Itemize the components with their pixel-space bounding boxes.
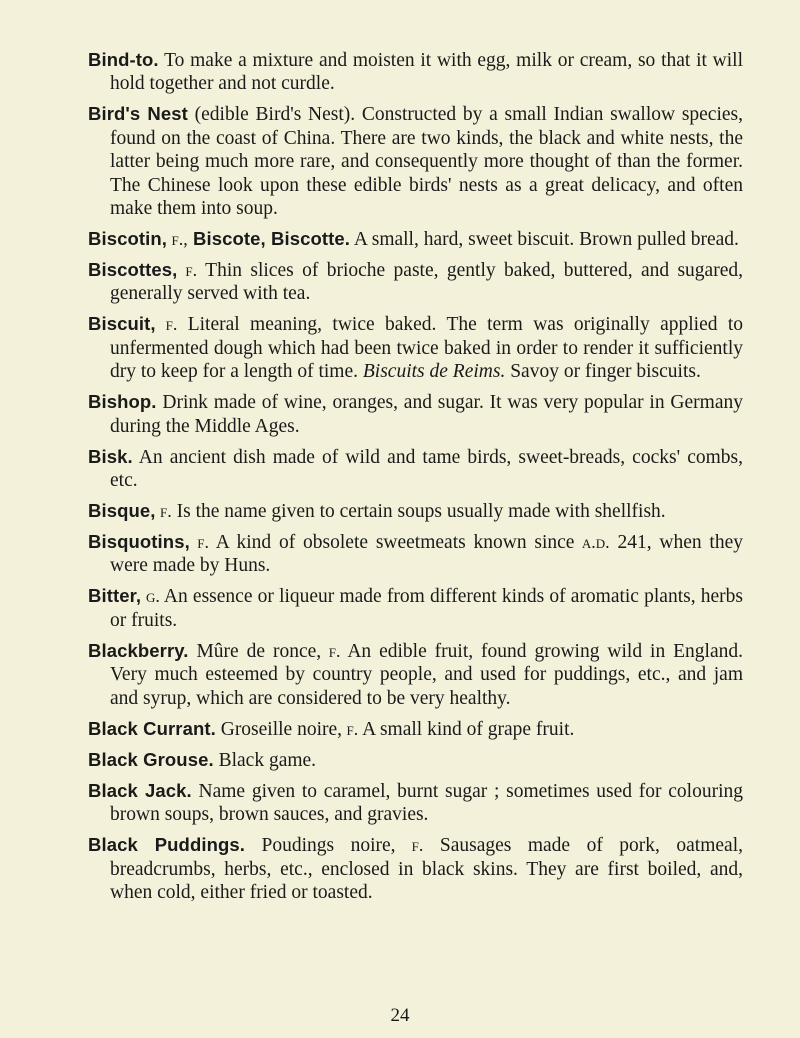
entry-biscuit (88, 312, 743, 383)
definition: Poudings noire, (245, 835, 396, 857)
entry-bisquotins (88, 530, 743, 578)
definition: Literal meaning, twice baked. The term was originally applied to unfermented dough which had been twice baked in order to render it sufficiently dry to keep for a length of time. (110, 314, 743, 383)
language-tag: f., (167, 229, 188, 250)
entry-black-jack (88, 779, 743, 827)
definition-continued: Sausages made of pork, oatmeal, breadcrumbs, herbs, etc., enclosed in black skins. They are first boiled, and, when cold, either fried or toasted. (110, 835, 743, 903)
headword: Biscotin, (88, 228, 168, 250)
entry-black-currant (88, 717, 743, 741)
headword: Bitter, (88, 585, 142, 607)
entry-black-puddings (88, 833, 743, 904)
definition-continued: 241, when they were made by Huns. (110, 532, 743, 577)
definition: (edible Bird's Nest). Constructed by a small Indian swallow species, found on the coast of China. There are two kinds, the black and white nests, the latter being much more rare, and consequently more thought of than the former. The Chinese look upon these edible birds' nests as a great delicacy, and often make them into soup. (110, 104, 744, 220)
definition: To make a mixture and moisten it with egg, milk or cream, so that it will hold together and not curdle. (110, 50, 743, 95)
headword: Bishop. (88, 391, 157, 413)
definition: Thin slices of brioche paste, gently baked, buttered, and sugared, generally served with tea. (110, 260, 743, 305)
headword: Bisk. (88, 445, 133, 467)
headword: Bind-to. (88, 49, 159, 70)
dictionary-page (88, 48, 743, 911)
entry-bishop (88, 390, 743, 438)
headword-variants: Biscote, Biscotte. (187, 228, 351, 250)
definition-continued: A small kind of grape fruit. (358, 718, 575, 740)
entry-birds-nest (88, 102, 743, 220)
definition: A small, hard, sweet biscuit. Brown pulled bread. (350, 229, 739, 251)
headword: Black Grouse. (88, 748, 214, 770)
definition-continued: An edible fruit, found growing wild in England. Very much esteemed by country people, and used for puddings, etc., and jam and syrup, which are considered to be very healthy. (110, 640, 743, 709)
entry-bind-to (88, 48, 743, 96)
headword: Biscuit, (88, 313, 156, 335)
definition: An essence or liqueur made from different kinds of aromatic plants, herbs or fruits. (110, 586, 743, 631)
language-tag: f. (177, 260, 198, 281)
italic-term: Biscuits de Reims. (358, 361, 506, 383)
era-tag: a.d. (574, 532, 610, 553)
definition: An ancient dish made of wild and tame birds, sweet-breads, cocks' combs, etc. (110, 446, 743, 492)
headword: Bisque, (88, 500, 156, 522)
definition: Is the name given to certain soups usually made with shellfish. (171, 501, 666, 523)
headword: Bird's Nest (88, 103, 188, 125)
language-tag: g. (141, 586, 160, 607)
definition-continued: Savoy or finger biscuits. (505, 361, 701, 383)
entry-biscotin (88, 227, 743, 251)
headword: Black Currant. (88, 717, 216, 739)
entry-bisk (88, 445, 743, 493)
definition: Mûre de ronce, (188, 640, 322, 662)
headword: Black Puddings. (88, 834, 246, 856)
headword: Bisquotins, (88, 531, 190, 553)
definition: Groseille noire, (215, 718, 343, 740)
definition: Name given to caramel, burnt sugar ; sometimes used for colouring brown soups, brown sauces, and gravies. (110, 780, 743, 826)
language-tag: f. (321, 640, 341, 661)
language-tag: f. (155, 314, 178, 335)
language-tag: f. (189, 532, 209, 553)
entry-bitter (88, 584, 743, 632)
headword: Black Jack. (88, 779, 192, 801)
definition: A kind of obsolete sweetmeats known since (208, 532, 575, 554)
entry-blackberry (88, 639, 743, 710)
language-tag: f. (155, 501, 172, 522)
entry-black-grouse (88, 748, 743, 772)
definition: Black game. (213, 749, 317, 771)
headword: Biscottes, (88, 259, 178, 281)
language-tag: f. (395, 835, 424, 856)
language-tag: f. (342, 718, 359, 739)
page-number: 24 (390, 1005, 410, 1026)
entry-bisque (88, 499, 743, 523)
headword: Blackberry. (88, 639, 189, 661)
definition: Drink made of wine, oranges, and sugar. It was very popular in Germany during the Middle Ages. (110, 392, 743, 437)
entry-biscottes (88, 258, 743, 306)
